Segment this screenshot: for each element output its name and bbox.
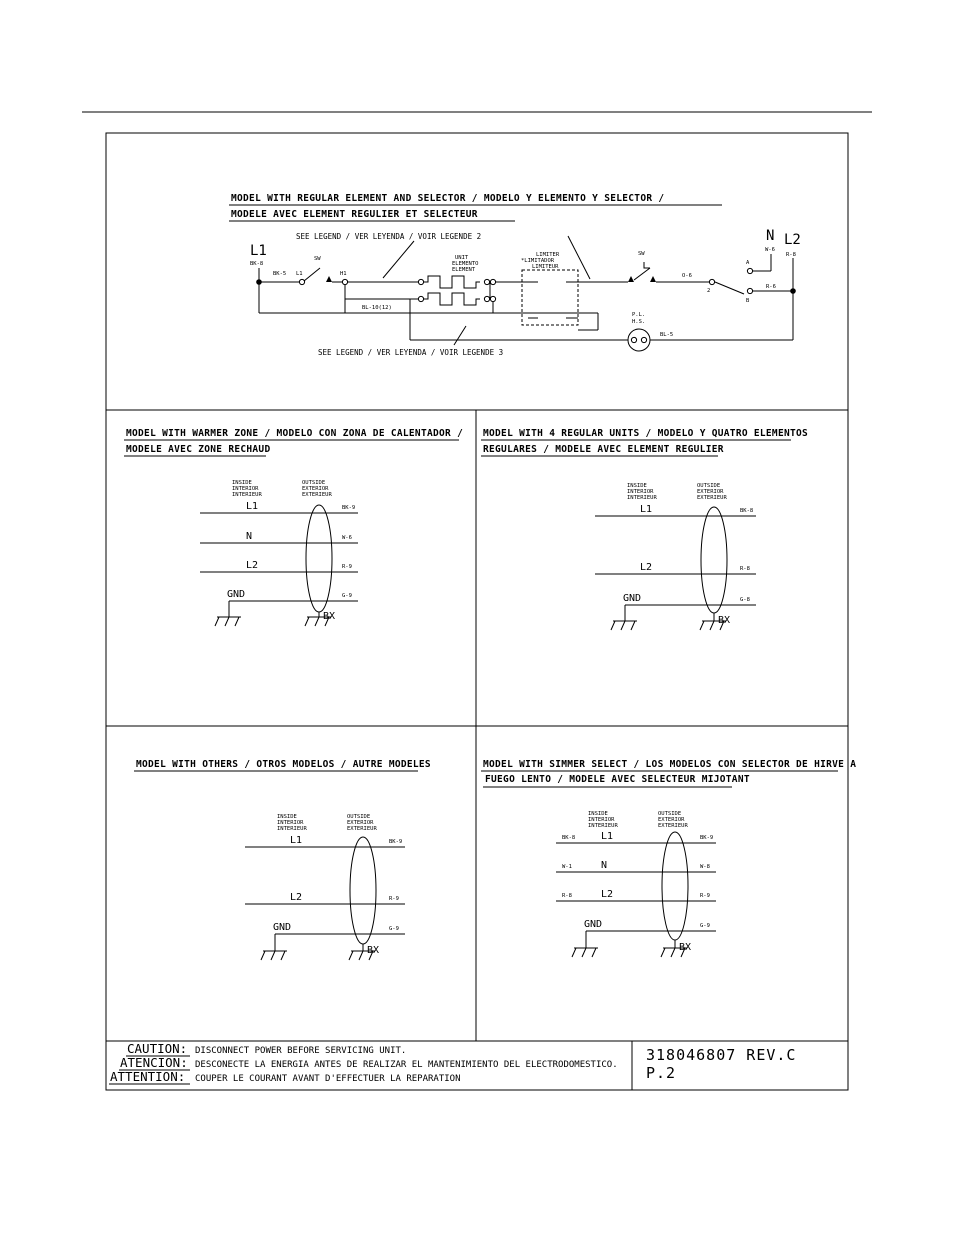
bk5-label: BK-5 [273, 271, 287, 277]
switch-left-arrow [326, 276, 332, 282]
attention-label: ATTENTION: [110, 1069, 186, 1084]
simmer-outside-label-1: EXTERIOR [658, 817, 685, 823]
others-wire-label-l2: L2 [290, 892, 303, 903]
bk8-label: BK-8 [250, 261, 264, 267]
legend-3-label: SEE LEGEND / VER LEYENDA / VOIR LEGENDE 3 [318, 348, 504, 357]
simmer-outside-label-0: OUTSIDE [658, 811, 682, 817]
four-units-wire-label-l2: L2 [640, 562, 653, 573]
others-wire-label-gnd: GND [273, 922, 292, 933]
simmer-bx-label: BX [679, 942, 692, 953]
legend-2-leader-right [568, 236, 590, 279]
four-units-inside-label-1: INTERIOR [627, 489, 654, 495]
four-units-inside-label-0: INSIDE [627, 483, 647, 489]
four-units-wire-code-gnd: G-8 [740, 597, 750, 603]
caution-text: DISCONNECT POWER BEFORE SERVICING UNIT. [195, 1046, 407, 1056]
others-panel [134, 759, 431, 960]
simmer-cable-jacket [662, 832, 688, 940]
simmer-inside-label-0: INSIDE [588, 811, 608, 817]
l1-small-label: L1 [296, 271, 303, 277]
bl-label: BL-10(12) [362, 305, 392, 311]
element-windings [418, 276, 495, 305]
simmer-wire-label-n: N [601, 860, 608, 871]
unit-label-2: ELEMENTO [452, 261, 479, 267]
others-title-line1: MODEL WITH OTHERS / OTROS MODELOS / AUTRE MODELES [136, 759, 431, 770]
others-wire-label-l1: L1 [290, 835, 303, 846]
h1-label: H1 [340, 271, 347, 277]
others-bx-label: BX [367, 945, 380, 956]
simmer-title-line2: FUEGO LENTO / MODELE AVEC SELECTEUR MIJOTANT [485, 774, 750, 785]
four-units-inside-label-2: INTERIEUR [627, 495, 657, 501]
pilot-light-label-2: H.S. [632, 319, 646, 325]
warmer-wire-code-n: W-6 [342, 535, 352, 541]
bl5-label: BL-5 [660, 332, 674, 338]
others-inside-label-1: INTERIOR [277, 820, 304, 826]
atencion-text: DESCONECTE LA ENERGIA ANTES DE REALIZAR EL MANTENIMIENTO DEL ELECTRODOMESTICO. [195, 1060, 618, 1070]
simmer-wire-code-l2: R-9 [700, 893, 710, 899]
caution-label: CAUTION: [127, 1041, 188, 1056]
four-units-panel [481, 428, 808, 630]
others-inside-label-0: INSIDE [277, 814, 297, 820]
simmer-wire-label-l2: L2 [601, 889, 614, 900]
pilot-light-label-1: P.L. [632, 312, 646, 318]
page-number: P.2 [646, 1064, 677, 1082]
four-units-outside-label-1: EXTERIOR [697, 489, 724, 495]
four-units-bx-label: BX [718, 615, 731, 626]
warmer-wire-code-l2: R-9 [342, 564, 352, 570]
limiter-label-2: *LIMITADOR [521, 258, 555, 264]
warmer-wire-label-gnd: GND [227, 589, 246, 600]
warmer-wire-code-l1: BK-9 [342, 505, 356, 511]
others-wire-code-gnd: G-9 [389, 926, 399, 932]
simmer-panel [481, 759, 856, 957]
top-panel-title-line1: MODEL WITH REGULAR ELEMENT AND SELECTOR / MODELO Y ELEMENTO Y SELECTOR / [231, 193, 665, 204]
four-units-outside-label-0: OUTSIDE [697, 483, 721, 489]
others-outside-label-2: EXTERIEUR [347, 826, 377, 832]
warmer-inside-label-1: INTERIOR [232, 486, 259, 492]
contact-b [747, 288, 752, 293]
simmer-wire-left-code-l2: R-8 [562, 893, 572, 899]
others-outside-label-1: EXTERIOR [347, 820, 374, 826]
h1-terminal [342, 279, 347, 284]
warmer-inside-label-2: INTERIEUR [232, 492, 262, 498]
warmer-wire-code-gnd: G-9 [342, 593, 352, 599]
legend-2-leader-left [383, 241, 414, 278]
simmer-inside-label-2: INTERIEUR [588, 823, 618, 829]
switch-left-blade [304, 268, 320, 281]
four-units-cable-jacket [701, 507, 727, 613]
unit-label-1: UNIT [455, 255, 469, 261]
simmer-wire-label-l1: L1 [601, 831, 614, 842]
warmer-title-line1: MODEL WITH WARMER ZONE / MODELO CON ZONA DE CALENTADOR / [126, 428, 464, 439]
switch-left-contact [299, 279, 304, 284]
legend-3-leader [454, 326, 466, 345]
simmer-title-line1: MODEL WITH SIMMER SELECT / LOS MODELOS CON SELECTOR DE HIRVE A [483, 759, 857, 770]
switch-right-blade [634, 268, 650, 280]
four-units-wire-label-l1: L1 [640, 504, 653, 515]
r8-label: R-8 [786, 252, 796, 258]
limiter-label-3: LIMITEUR [532, 264, 559, 270]
four-units-title-line1: MODEL WITH 4 REGULAR UNITS / MODELO Y QUATRO ELEMENTOS [483, 428, 809, 439]
four-units-wire-label-gnd: GND [623, 593, 642, 604]
warmer-outside-label-1: EXTERIOR [302, 486, 329, 492]
simmer-wire-left-code-l1: BK-8 [562, 835, 576, 841]
top-panel-schematic [229, 193, 801, 357]
simmer-inside-label-1: INTERIOR [588, 817, 615, 823]
unit-label-3: ELEMENT [452, 267, 476, 273]
limiter-label-1: LIMITER [536, 252, 560, 258]
n-terminal-label: N [766, 228, 775, 244]
selector-blade [715, 282, 744, 294]
warmer-title-line2: MODELE AVEC ZONE RECHAUD [126, 444, 271, 455]
warmer-outside-label-2: EXTERIEUR [302, 492, 332, 498]
r6-label: R-6 [766, 284, 776, 290]
contact-a [747, 268, 752, 273]
top-panel-title-line2: MODELE AVEC ELEMENT REGULIER ET SELECTEUR [231, 209, 478, 220]
simmer-wire-code-l1: BK-9 [700, 835, 714, 841]
simmer-wire-code-n: W-8 [700, 864, 710, 870]
simmer-wire-label-gnd: GND [584, 919, 603, 930]
sw-right-label: SW [638, 251, 645, 257]
sw-left-label: SW [314, 256, 321, 262]
warmer-wire-label-l1: L1 [246, 501, 259, 512]
others-wire-code-l2: R-9 [389, 896, 399, 902]
four-units-title-line2: REGULARES / MODELE AVEC ELEMENT REGULIER [483, 444, 724, 455]
contact-a-label: A [746, 260, 750, 266]
w6-label: W-6 [765, 247, 775, 253]
others-outside-label-0: OUTSIDE [347, 814, 371, 820]
l1-terminal-label: L1 [250, 243, 267, 259]
footer [109, 1041, 796, 1084]
legend-2-label: SEE LEGEND / VER LEYENDA / VOIR LEGENDE 2 [296, 232, 482, 241]
warmer-zone-panel [124, 428, 463, 626]
part-number: 318046807 REV.C [646, 1046, 797, 1064]
others-cable-jacket [350, 837, 376, 944]
l2-terminal-label: L2 [784, 232, 801, 248]
switch-position-2: 2 [707, 288, 711, 294]
others-wire-code-l1: BK-9 [389, 839, 403, 845]
warmer-wire-label-l2: L2 [246, 560, 259, 571]
simmer-outside-label-2: EXTERIEUR [658, 823, 688, 829]
warmer-wire-label-n: N [246, 531, 253, 542]
warmer-cable-jacket [306, 505, 332, 612]
four-units-outside-label-2: EXTERIEUR [697, 495, 727, 501]
limiter-box [522, 270, 578, 325]
diagram-frame [106, 133, 848, 1090]
four-units-wire-code-l1: BK-8 [740, 508, 754, 514]
others-inside-label-2: INTERIEUR [277, 826, 307, 832]
l2-node [790, 288, 796, 294]
warmer-outside-label-0: OUTSIDE [302, 480, 326, 486]
atencion-label: ATENCION: [120, 1055, 188, 1070]
warmer-bx-label: BX [323, 611, 336, 622]
simmer-wire-code-gnd: G-9 [700, 923, 710, 929]
simmer-wire-left-code-n: W-1 [562, 864, 572, 870]
attention-text: COUPER LE COURANT AVANT D'EFFECTUER LA REPARATION [195, 1074, 461, 1084]
warmer-inside-label-0: INSIDE [232, 480, 252, 486]
contact-b-label: B [746, 298, 750, 304]
four-units-wire-code-l2: R-8 [740, 566, 750, 572]
o6-label: O-6 [682, 273, 692, 279]
